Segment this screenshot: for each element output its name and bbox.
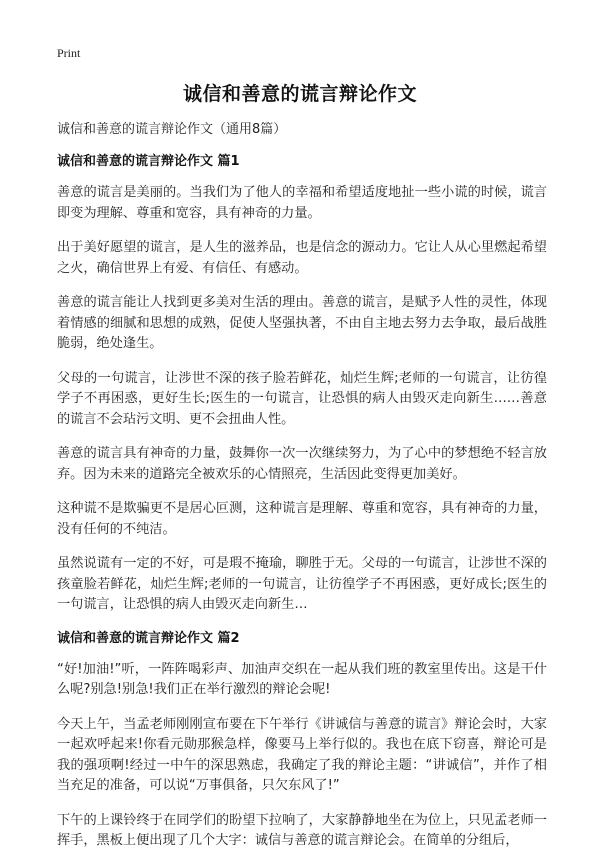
paragraph: “好!加油!”听，一阵阵喝彩声、加油声交织在一起从我们班的教室里传出。这是干什么呢?别急!别急!我们正在举行激烈的辩论会呢! xyxy=(57,661,547,697)
paragraph: 父母的一句谎言，让涉世不深的孩子脸若鲜花，灿烂生辉;老师的一句谎言，让彷徨学子不再困惑，更好生长;医生的一句谎言，让恐惧的病人由毁灭走向新生……善意的谎言不会玷污文明、更不会扭曲人性。 xyxy=(57,370,547,427)
paragraph: 下午的上课铃终于在同学们的盼望下拉响了，大家静静地坐在为位上，只见孟老师一挥手，黑板上便出现了几个大字：诚信与善意的谎言辩论会。在简单的分组后， xyxy=(57,812,547,848)
paragraph: 虽然说谎有一定的不好，可是瑕不掩瑜，聊胜于无。父母的一句谎言，让涉世不深的孩童脸若鲜花，灿烂生辉;老师的一句谎言，让彷徨学子不再困惑，更好成长;医生的一句谎言，让恐惧的病人由毁灭走向新生… xyxy=(57,556,547,612)
print-link[interactable]: Print xyxy=(57,46,81,60)
paragraph: 善意的谎言是美丽的。当我们为了他人的幸福和希望适度地扯一些小谎的时候，谎言即变为理解、尊重和宽容，具有神奇的力量。 xyxy=(57,185,547,221)
paragraph: 出于美好愿望的谎言，是人生的滋养品，也是信念的源动力。它让人从心里燃起希望之火，确信世界上有爱、有信任、有感动。 xyxy=(57,240,547,276)
article-subtitle: 诚信和善意的谎言辩论作文（通用8篇） xyxy=(57,122,287,137)
paragraph: 今天上午，当孟老师刚刚宣布要在下午举行《讲诚信与善意的谎言》辩论会时，大家一起欢呼起来!你看元勋那猴急样，像要马上举行似的。我也在底下窃喜，辩论可是我的强项啊!经过一中午的深思熟虑，我确定了我的辩论主题：“讲诚信”，并作了相当充足的准备，可以说“万事俱备，只欠东风了!” xyxy=(57,716,547,793)
paragraph: 这种谎不是欺骗更不是居心叵测，这种谎言是理解、尊重和宽容，具有神奇的力量，没有任何的不纯洁。 xyxy=(57,501,547,537)
page-title: 诚信和善意的谎言辩论作文 xyxy=(182,83,417,105)
article-body xyxy=(57,121,547,866)
paragraph: 善意的谎言能让人找到更多美对生活的理由。善意的谎言，是赋予人性的灵性，体现着情感的细腻和思想的成熟，促使人坚强执著，不由自主地去努力去争取，最后战胜脆弱，绝处逢生。 xyxy=(57,295,547,351)
section-heading-2: 诚信和善意的谎言辩论作文 篇2 xyxy=(57,630,240,646)
paragraph: 善意的谎言具有神奇的力量，鼓舞你一次一次继续努力，为了心中的梦想绝不轻言放弃。因为未来的道路完全被欢乐的心情照亮，生活因此变得更加美好。 xyxy=(57,446,547,482)
section-heading-1: 诚信和善意的谎言辩论作文 篇1 xyxy=(57,154,240,169)
